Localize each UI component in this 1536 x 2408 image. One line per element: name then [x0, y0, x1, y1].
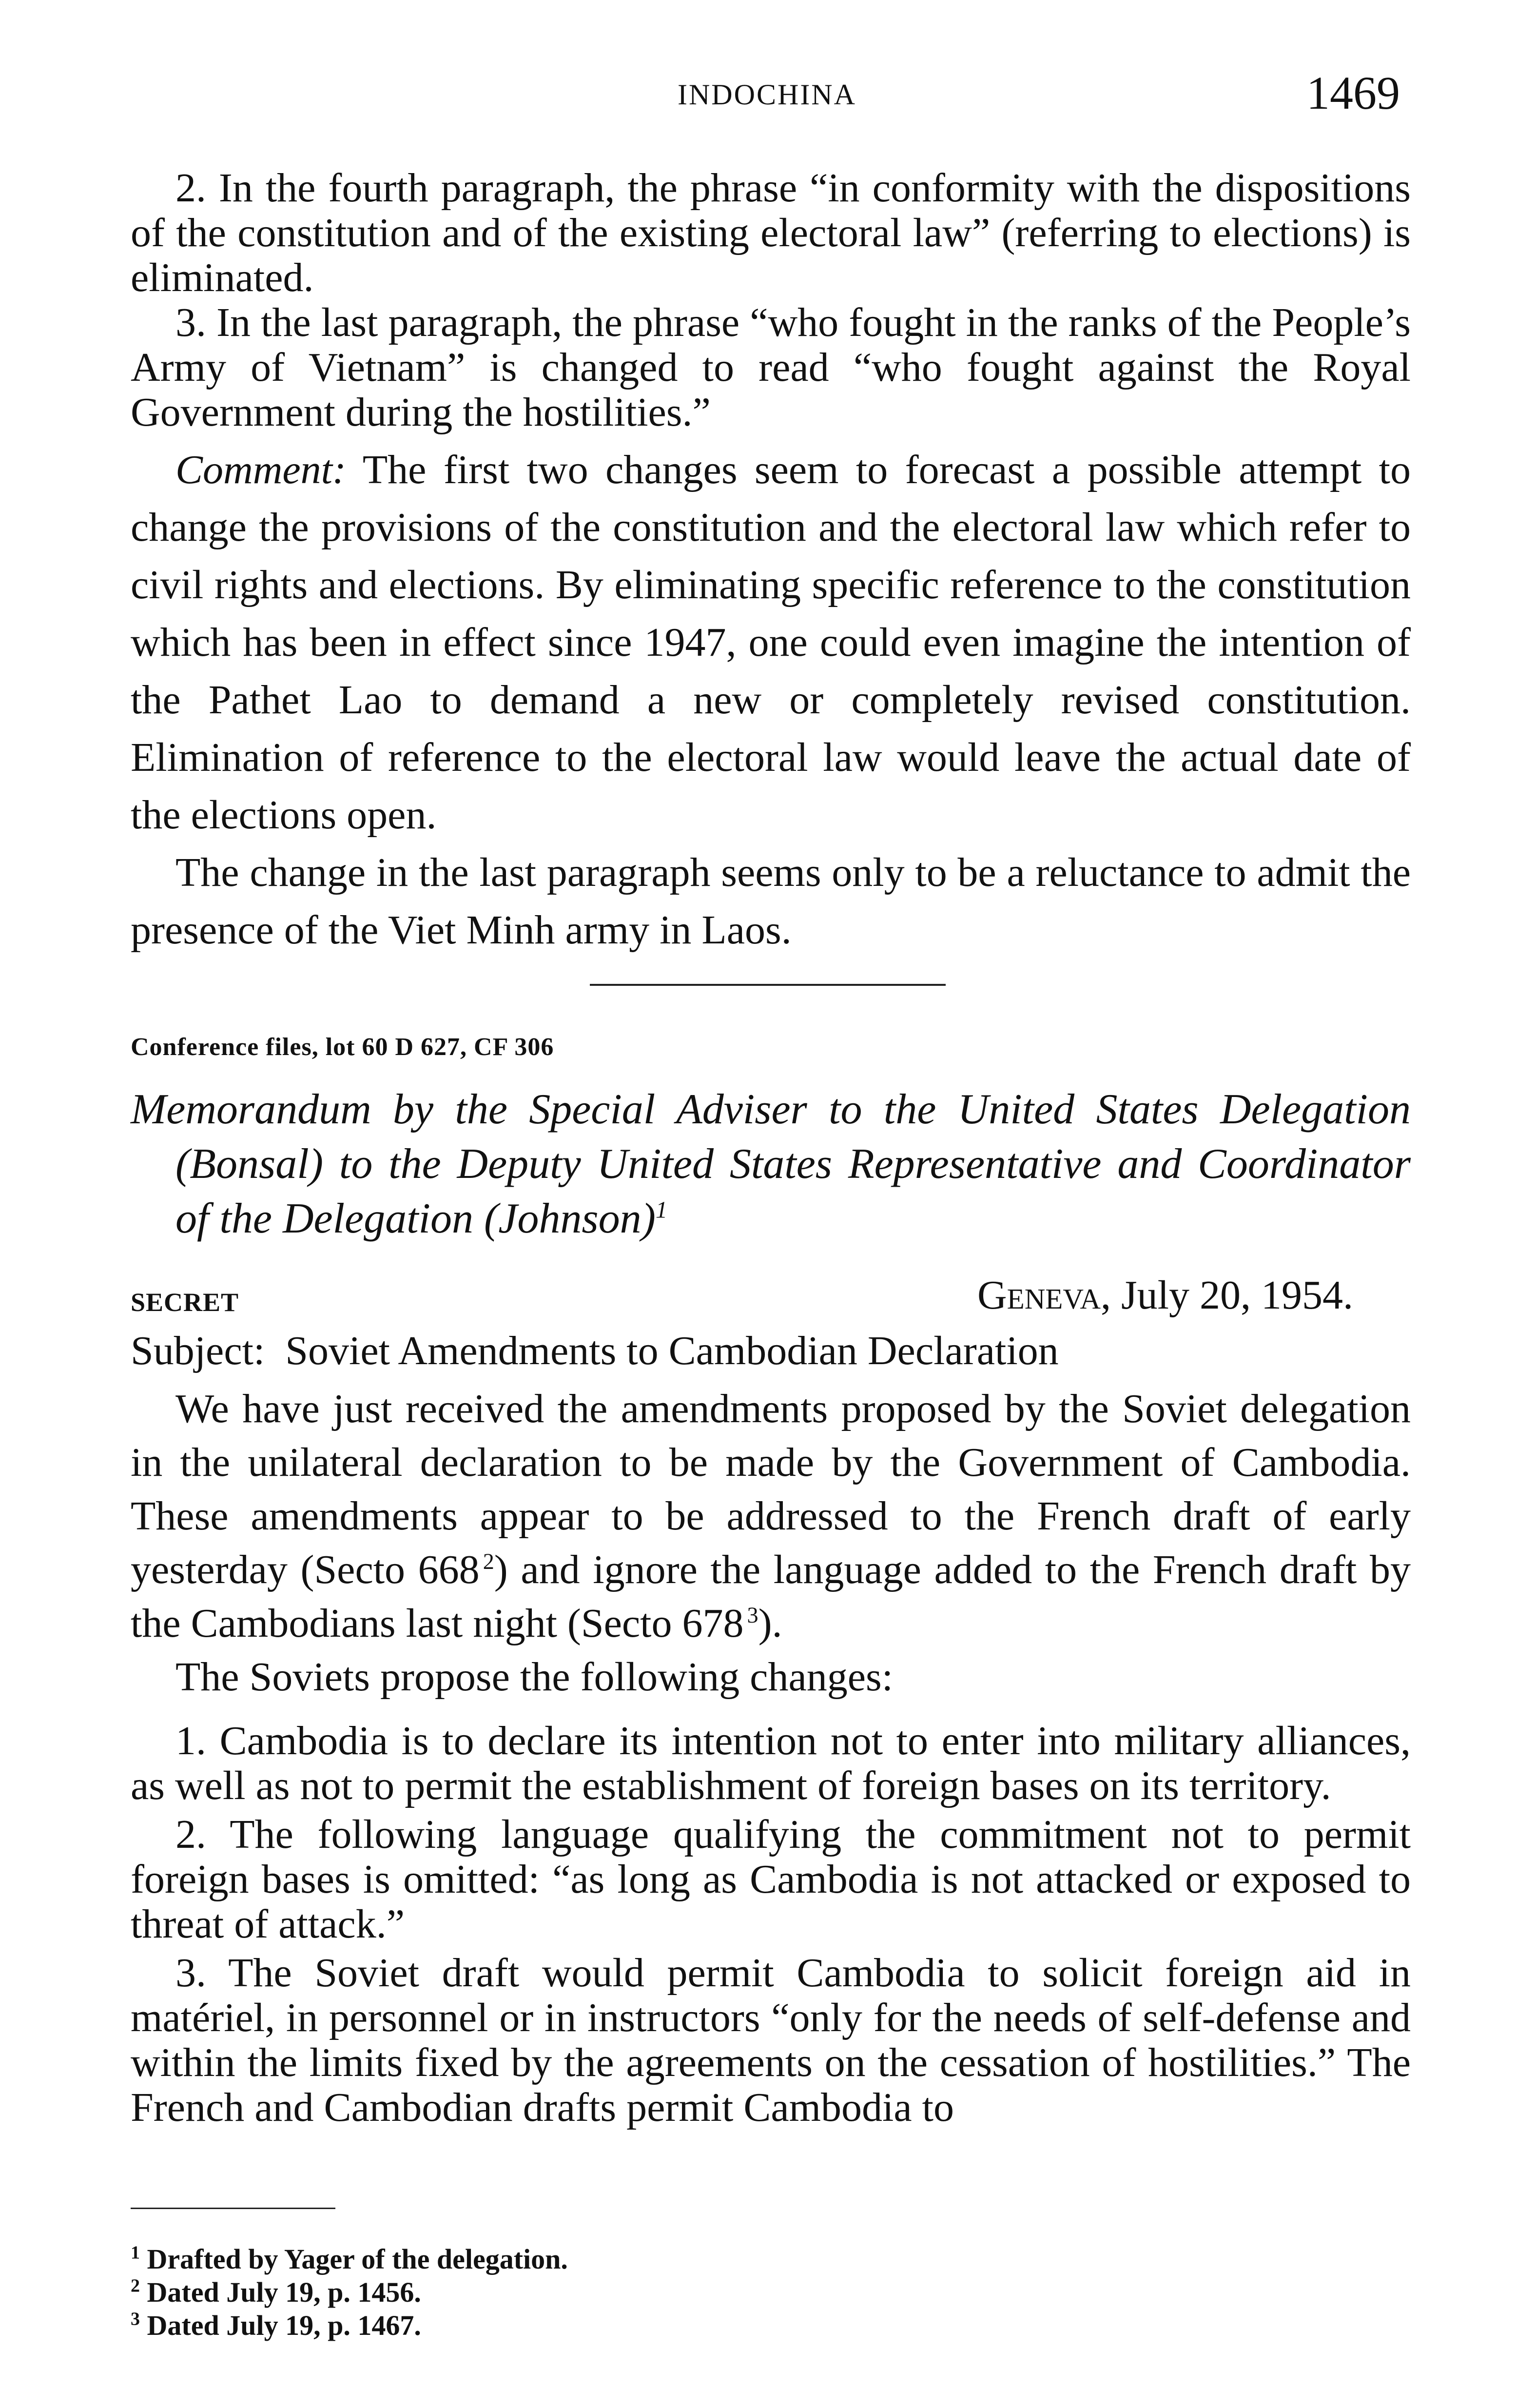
memo-items	[131, 1719, 1411, 2130]
footnote-2-text: Dated July 19, p. 1456.	[147, 2276, 421, 2308]
comment-text: The first two changes seem to forecast a possible attempt to change the provisions of the constitution and the electoral law which refer to civil rights and elections. By eliminating specific reference to the constitution which has been in effect since 1947, one could even imagine the intention of the Pathet Lao to demand a new or completely revised constitution. Elimination of reference to the electoral law would leave the actual date of the elections open.	[131, 447, 1411, 838]
subject-line	[131, 1327, 1059, 1374]
footnote-3	[131, 2309, 568, 2342]
footnote-3-mark: 3	[131, 2309, 140, 2330]
footnote-ref-3: 3	[747, 1603, 758, 1627]
footnote-1-mark: 1	[131, 2242, 140, 2263]
footnotes	[131, 2243, 568, 2342]
comment-block	[131, 441, 1411, 959]
running-title: INDOCHINA	[678, 78, 856, 111]
memo-item-3: 3. The Soviet draft would permit Cambodia to solicit foreign aid in matériel, in personnel or in instructors “only for the needs of self-defense and within the limits fixed by the agreements on the cessation of hostilities.” The French and Cambodian drafts permit Cambodia to	[131, 1950, 1411, 2130]
memo-item-1: 1. Cambodia is to declare its intention not to enter into military alliances, as well as not to permit the establishment of foreign bases on its territory.	[131, 1718, 1411, 1808]
page-number: 1469	[1306, 67, 1400, 119]
place-date: Geneva, July 20, 1954.	[977, 1273, 1353, 1318]
top-item-3: 3. In the last paragraph, the phrase “who fought in the ranks of the People’s Army of Vietnam” is changed to read “who fought against the Royal Government during the hostilities.”	[131, 300, 1411, 435]
title-text	[131, 1082, 1411, 1246]
memo-paragraph-1	[131, 1382, 1411, 1650]
section-divider	[590, 984, 946, 986]
subject-label: Subject:	[131, 1328, 265, 1373]
comment-paragraph-2: The change in the last paragraph seems only to be a reluctance to admit the presence of the Viet Minh army in Laos.	[131, 850, 1411, 953]
comment-label: Comment:	[175, 447, 346, 492]
title-body: Memorandum by the Special Adviser to the United States Delegation (Bonsal) to the Deputy United States Representative and Coordinator of the Delegation (Johnson)	[131, 1086, 1411, 1242]
memo-item-2: 2. The following language qualifying the commitment not to permit foreign bases is omitted: “as long as Cambodia is not attacked or exposed to threat of attack.”	[131, 1812, 1411, 1947]
footnote-1	[131, 2243, 568, 2276]
memo-paragraph-2: The Soviets propose the following changes:	[175, 1654, 894, 1700]
footnote-ref-2: 2	[483, 1549, 494, 1574]
title-footnote-ref: 1	[655, 1197, 668, 1223]
comment-paragraph	[131, 441, 1411, 844]
document-title	[131, 1082, 1411, 1246]
footnote-2-mark: 2	[131, 2275, 140, 2296]
para1-part-a: We have just received the amendments proposed by the Soviet delegation in the unilateral declaration to be made by the Government of Cambodia. These amendments appear to be addressed to the French draft of early yesterday (Secto 668	[131, 1386, 1411, 1592]
para1-part-c: ).	[758, 1601, 782, 1646]
date: July 20, 1954.	[1121, 1273, 1353, 1318]
source-citation: Conference files, lot 60 D 627, CF 306	[131, 1033, 554, 1061]
footnote-2	[131, 2276, 568, 2309]
top-item-2: 2. In the fourth paragraph, the phrase “in conformity with the dispositions of the constitution and of the existing electoral law” (referring to elections) is eliminated.	[131, 165, 1411, 300]
place: Geneva	[977, 1273, 1101, 1318]
para1-part-b: ) and ignore the language added to the French draft by the Cambodians last night (Secto 678	[131, 1547, 1411, 1646]
memo-body	[131, 1382, 1411, 1704]
footnote-3-text: Dated July 19, p. 1467.	[147, 2310, 421, 2341]
footnote-1-text: Drafted by Yager of the delegation.	[147, 2243, 568, 2275]
top-items	[131, 166, 1411, 435]
classification: SECRET	[131, 1288, 239, 1317]
footnote-divider	[131, 2208, 335, 2209]
subject-text: Soviet Amendments to Cambodian Declaration	[285, 1328, 1059, 1373]
